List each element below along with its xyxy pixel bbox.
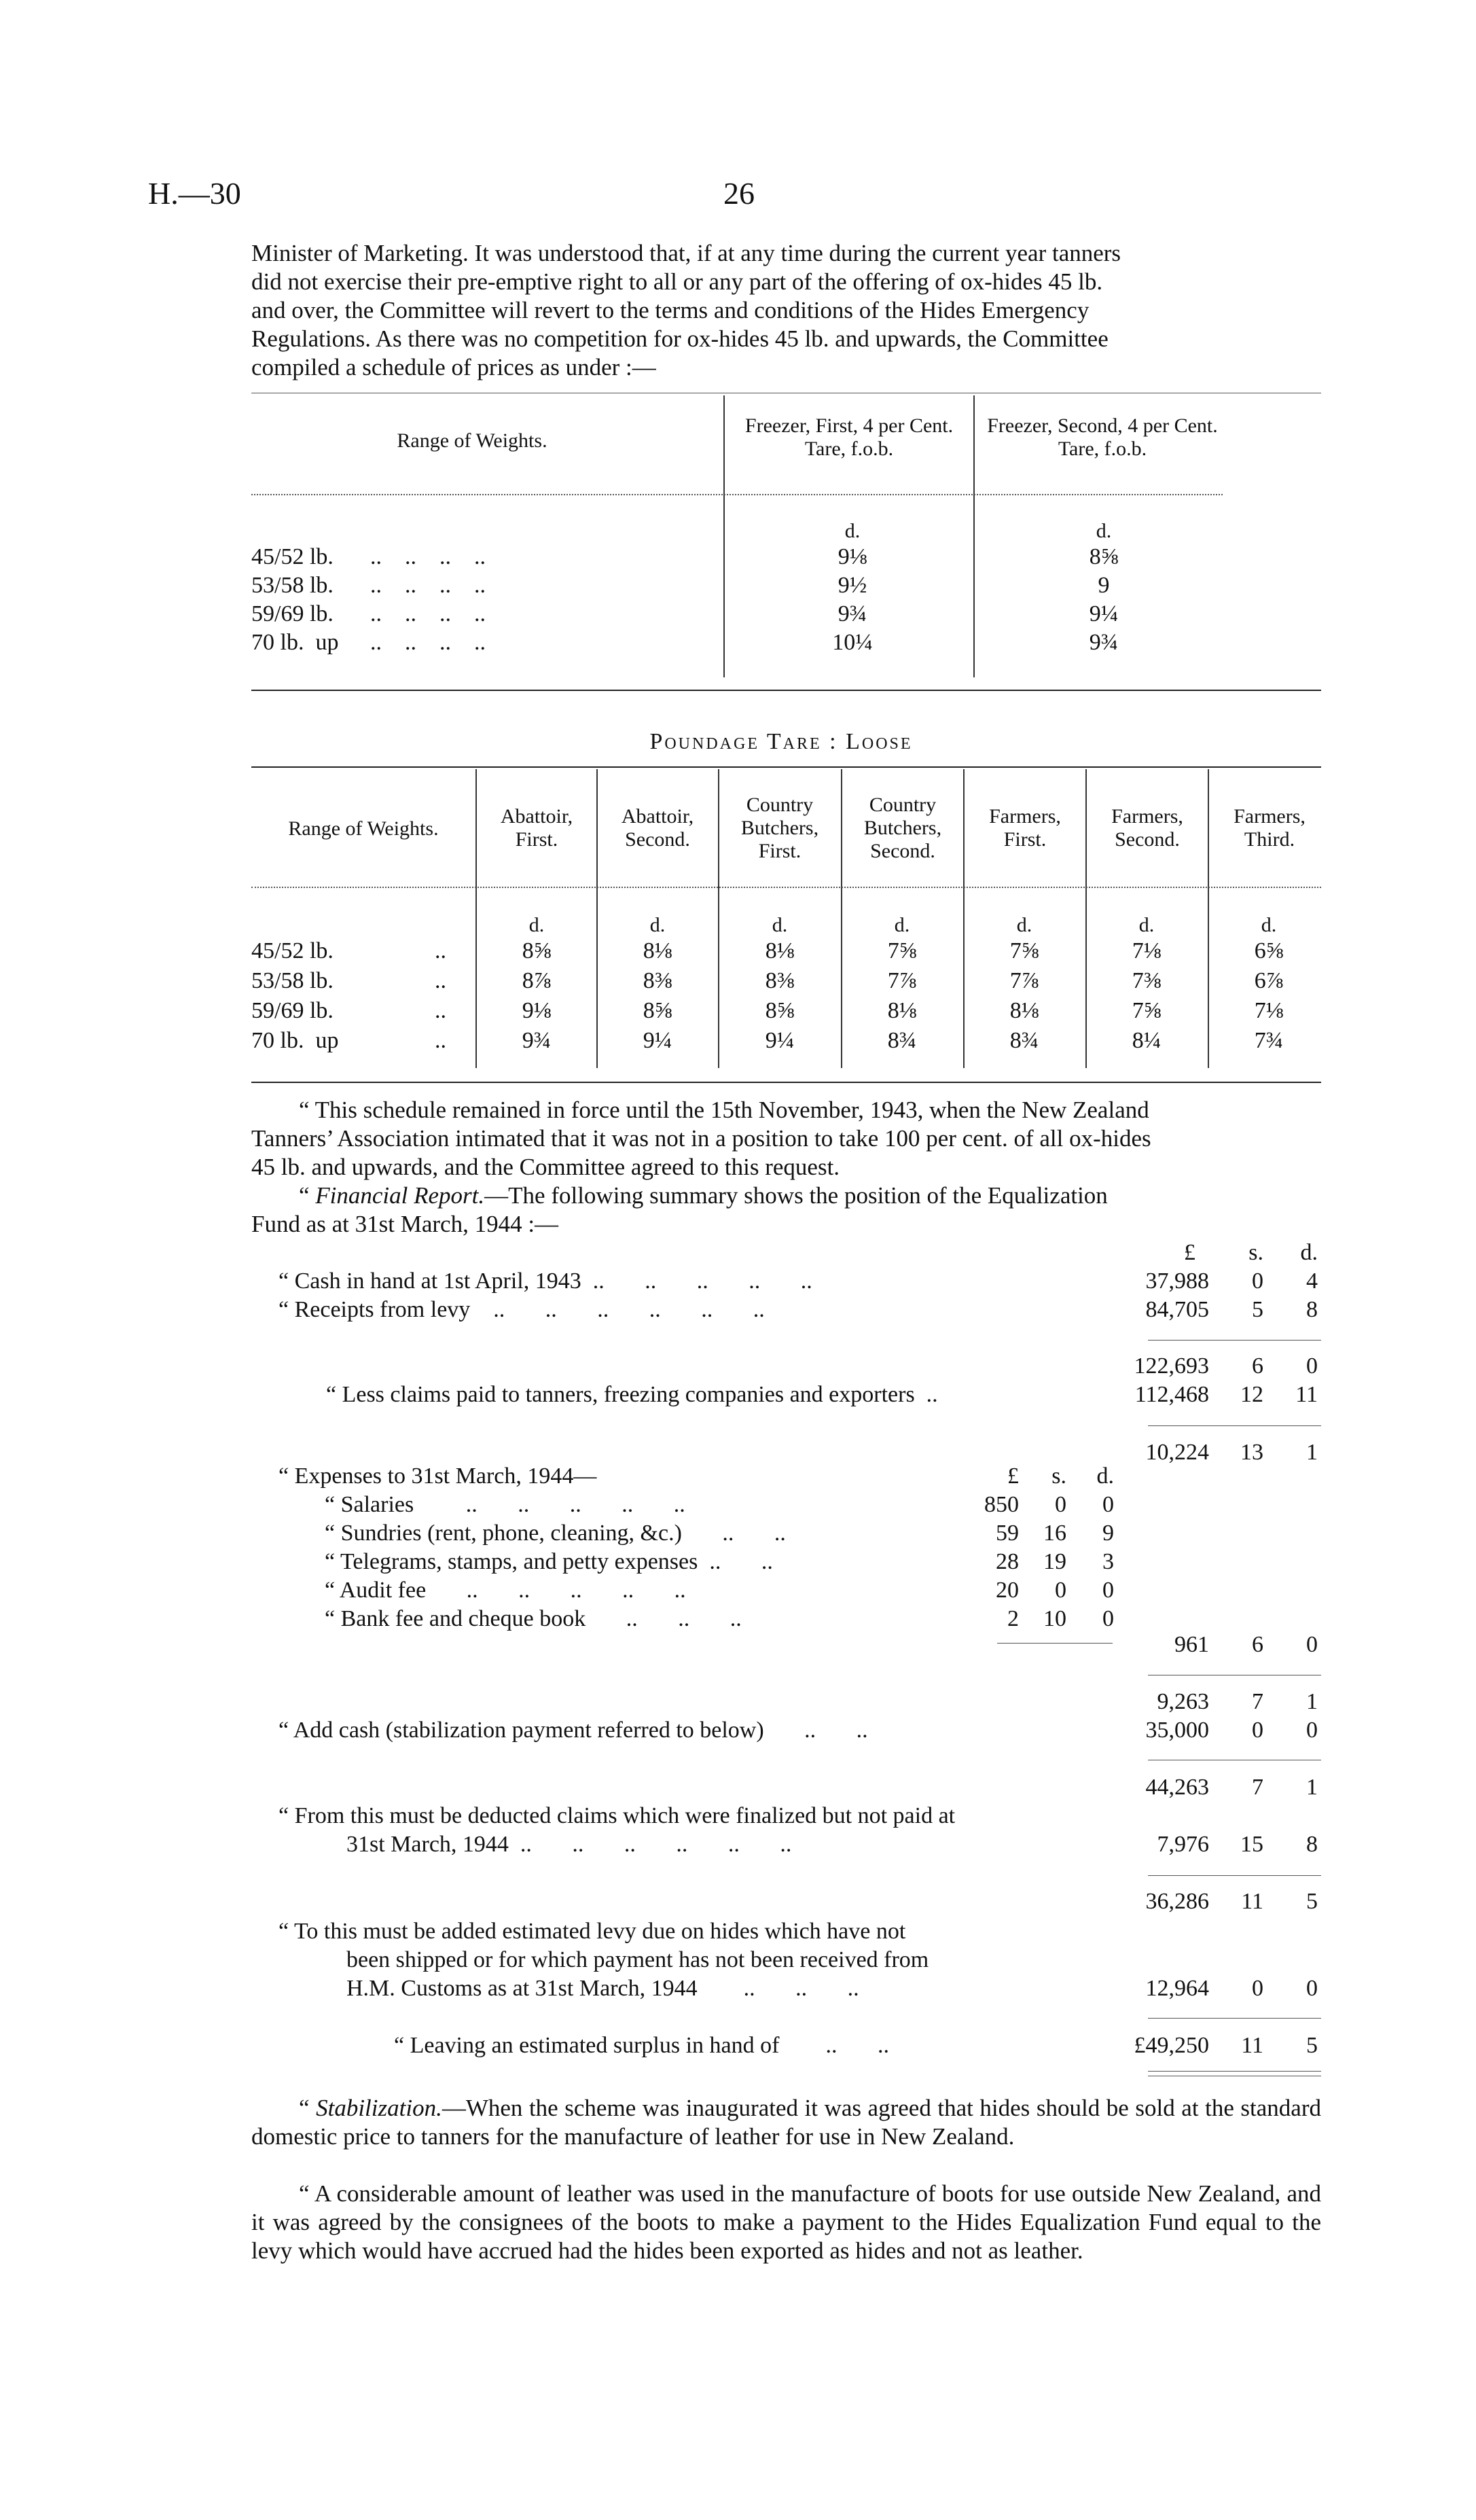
table-rule — [251, 766, 1321, 768]
weight-range: 59/69 lb. — [251, 998, 334, 1023]
currency-pence-head: d. — [1300, 1240, 1318, 1265]
price-freezer-second: 8⅝ — [1089, 544, 1119, 569]
expense-shillings: 16 — [1043, 1521, 1066, 1546]
column-header-farmers-third: Farmers, Third. — [1234, 805, 1306, 851]
paragraph-text: —The following summary shows the position of the Equalization — [484, 1182, 1108, 1209]
column-header-abattoir-second: Abattoir, Second. — [621, 805, 694, 851]
amount-shillings: 12 — [1240, 1382, 1263, 1407]
column-header-farmers-first: Farmers, First. — [989, 805, 1061, 851]
amount-pounds: 37,988 — [1145, 1268, 1209, 1294]
currency-shilling-head: s. — [1051, 1463, 1066, 1489]
currency-pence-head: d. — [1096, 1463, 1114, 1489]
financial-report-heading: Financial Report. — [315, 1182, 485, 1209]
expense-label: “ Telegrams, stamps, and petty expenses .. .. — [325, 1549, 773, 1574]
expenses-total-pounds: 961 — [1174, 1632, 1209, 1657]
unit-label: d. — [1096, 520, 1112, 542]
table-rule — [251, 1082, 1321, 1083]
table-rule — [251, 494, 1223, 495]
expenses-heading: “ Expenses to 31st March, 1944— — [278, 1463, 597, 1489]
column-divider — [718, 769, 719, 1068]
currency-shilling-head: s. — [1248, 1240, 1263, 1265]
stabilization-heading: Stabilization. — [316, 2095, 442, 2121]
weight-range: 45/52 lb. — [251, 938, 334, 963]
subtotal-shillings: 11 — [1241, 1889, 1263, 1914]
added-levy-label-cont: H.M. Customs as at 31st March, 1944 .. .. .. — [346, 1976, 859, 2001]
unit-label: d. — [1016, 914, 1032, 936]
table-rule — [251, 887, 1321, 888]
amount-pence: 0 — [1306, 1976, 1318, 2001]
subtotal-shillings: 7 — [1252, 1689, 1263, 1714]
subtotal-pence: 0 — [1306, 1353, 1318, 1379]
leader-dots: .. — [435, 968, 446, 993]
deducted-claims-label: “ From this must be deducted claims which were finalized but not paid at — [278, 1803, 956, 1828]
amount-pounds: 12,964 — [1145, 1976, 1209, 2001]
price-cell: 7⅛ — [1132, 938, 1162, 963]
subtotal-pounds: 44,263 — [1145, 1775, 1209, 1800]
expense-pence: 0 — [1102, 1492, 1114, 1517]
document-reference: H.—30 — [148, 176, 241, 211]
sum-rule — [997, 1643, 1113, 1644]
added-levy-label: “ To this must be added estimated levy due on hides which have not — [278, 1919, 906, 1944]
amount-shillings: 0 — [1252, 1268, 1263, 1294]
column-header-freezer-first: Freezer, First, 4 per Cent. Tare, f.o.b. — [744, 414, 954, 460]
column-divider — [723, 395, 725, 497]
table-rule — [251, 690, 1321, 691]
amount-pounds: 112,468 — [1134, 1382, 1209, 1407]
paragraph-line: Fund as at 31st March, 1944 :— — [251, 1211, 559, 1237]
expense-pence: 9 — [1102, 1521, 1114, 1546]
cash-in-hand-label: “ Cash in hand at 1st April, 1943 .. .. .. .. .. — [278, 1268, 812, 1294]
price-freezer-second: 9¼ — [1089, 601, 1119, 626]
expense-pounds: 2 — [1007, 1606, 1019, 1631]
sum-rule — [1148, 1875, 1321, 1876]
unit-label: d. — [649, 914, 666, 936]
sum-rule — [1148, 1340, 1321, 1341]
price-cell: 9¼ — [643, 1028, 672, 1053]
price-cell: 9⅛ — [522, 998, 552, 1023]
weight-range: 59/69 lb. — [251, 601, 334, 626]
leader-dots: .. .. .. .. — [370, 573, 486, 598]
intro-line: compiled a schedule of prices as under :— — [251, 354, 656, 380]
expense-shillings: 19 — [1043, 1549, 1066, 1574]
intro-line: did not exercise their pre-emptive right to all or any part of the offering of ox-hides 45 lb. — [251, 268, 1103, 295]
column-divider — [973, 395, 975, 497]
column-header-abattoir-first: Abattoir, First. — [500, 805, 573, 851]
intro-paragraph — [251, 239, 1321, 382]
column-divider — [475, 769, 477, 1068]
price-cell: 8⅝ — [765, 998, 795, 1023]
price-cell: 7⅝ — [887, 938, 917, 963]
amount-pence: 4 — [1306, 1268, 1318, 1294]
column-header-range: Range of Weights. — [397, 429, 547, 452]
schedule-paragraph — [251, 1096, 1321, 1182]
amount-pence: 0 — [1306, 1718, 1318, 1743]
subtotal-pounds: 10,224 — [1145, 1440, 1209, 1465]
sum-rule — [1148, 1425, 1321, 1426]
expense-pence: 0 — [1102, 1606, 1114, 1631]
expense-label: “ Bank fee and cheque book .. .. .. — [325, 1606, 742, 1631]
expense-shillings: 0 — [1055, 1578, 1066, 1603]
price-cell: 8⅛ — [643, 938, 672, 963]
price-freezer-first: 9¾ — [838, 601, 867, 626]
subtotal-shillings: 7 — [1252, 1775, 1263, 1800]
weight-range: 45/52 lb. — [251, 544, 334, 569]
amount-pence: 11 — [1295, 1382, 1318, 1407]
amount-pounds: 7,976 — [1157, 1832, 1209, 1857]
column-header-country-second: Country Butchers, Second. — [863, 794, 942, 862]
column-divider — [723, 497, 725, 677]
price-cell: 8⅝ — [522, 938, 552, 963]
surplus-pounds: £49,250 — [1134, 2033, 1209, 2058]
paragraph-body: —When the scheme was inaugurated it was agreed that hides should be sold at the standard domestic price to tanners for the manufacture of leather for use in New Zealand. — [251, 2095, 1321, 2150]
leader-dots: .. — [435, 938, 446, 963]
paragraph-text: “ A considerable amount of leather was used in the manufacture of boots for use outside New Zealand, and it was agreed by the consignees of the boots to make a payment to the Hides Equalization Fund equal to the levy which would have accrued had the hides been exported as hides and not as leather. — [251, 2180, 1321, 2264]
price-cell: 6⅝ — [1254, 938, 1284, 963]
amount-pence: 8 — [1306, 1297, 1318, 1322]
column-divider — [841, 769, 842, 1068]
price-cell: 9¾ — [522, 1028, 552, 1053]
price-freezer-first: 10¼ — [832, 630, 873, 655]
expense-pounds: 28 — [996, 1549, 1019, 1574]
unit-label: d. — [1261, 914, 1277, 936]
subtotal-pence: 1 — [1306, 1775, 1318, 1800]
amount-shillings: 0 — [1252, 1976, 1263, 2001]
amount-shillings: 0 — [1252, 1718, 1263, 1743]
surplus-pence: 5 — [1306, 2033, 1318, 2058]
unit-label: d. — [528, 914, 545, 936]
paragraph-line: Tanners’ Association intimated that it was not in a position to take 100 per cent. of all ox-hides — [251, 1125, 1151, 1152]
price-freezer-first: 9½ — [838, 573, 867, 598]
leader-dots: .. — [435, 998, 446, 1023]
weight-range: 53/58 lb. — [251, 968, 334, 993]
leader-dots: .. .. .. .. — [370, 601, 486, 626]
column-divider — [596, 769, 598, 1068]
price-cell: 7⅞ — [887, 968, 917, 993]
expense-pence: 0 — [1102, 1578, 1114, 1603]
subtotal-pence: 5 — [1306, 1889, 1318, 1914]
leader-dots: .. — [435, 1028, 446, 1053]
expense-label: “ Sundries (rent, phone, cleaning, &c.) .. .. — [325, 1521, 786, 1546]
expenses-total-shillings: 6 — [1252, 1632, 1263, 1657]
double-rule — [1148, 2071, 1321, 2072]
page-number: 26 — [723, 176, 755, 211]
price-cell: 8¾ — [1009, 1028, 1039, 1053]
leader-dots: .. .. .. .. — [370, 544, 486, 569]
subtotal-pence: 1 — [1306, 1440, 1318, 1465]
price-cell: 9¼ — [765, 1028, 795, 1053]
sum-rule — [1148, 2018, 1321, 2019]
price-cell: 7⅝ — [1132, 998, 1162, 1023]
boots-paragraph — [251, 2180, 1321, 2265]
expense-label: “ Audit fee .. .. .. .. .. — [325, 1578, 686, 1603]
weight-range: 70 lb. up — [251, 1028, 339, 1053]
intro-line: and over, the Committee will revert to the terms and conditions of the Hides Emergency — [251, 297, 1090, 323]
price-cell: 8⅞ — [522, 968, 552, 993]
subtotal-shillings: 6 — [1252, 1353, 1263, 1379]
column-header-country-first: Country Butchers, First. — [740, 794, 819, 862]
amount-shillings: 15 — [1240, 1832, 1263, 1857]
surplus-shillings: 11 — [1241, 2033, 1263, 2058]
price-cell: 8⅜ — [765, 968, 795, 993]
price-cell: 7¾ — [1254, 1028, 1284, 1053]
price-freezer-second: 9 — [1098, 573, 1110, 598]
unit-label: d. — [772, 914, 788, 936]
expense-label: “ Salaries .. .. .. .. .. — [325, 1492, 685, 1517]
stabilization-paragraph — [251, 2094, 1321, 2151]
column-divider — [973, 497, 975, 677]
price-freezer-second: 9¾ — [1089, 630, 1119, 655]
price-cell: 8⅛ — [1009, 998, 1039, 1023]
amount-pence: 8 — [1306, 1832, 1318, 1857]
price-cell: 8¼ — [1132, 1028, 1162, 1053]
subtotal-pounds: 36,286 — [1145, 1889, 1209, 1914]
subtotal-shillings: 13 — [1240, 1440, 1263, 1465]
subtotal-pounds: 9,263 — [1157, 1689, 1209, 1714]
amount-pounds: 84,705 — [1145, 1297, 1209, 1322]
intro-line: Minister of Marketing. It was understood that, if at any time during the current year tanners — [251, 240, 1121, 266]
unit-label: d. — [1138, 914, 1155, 936]
price-freezer-first: 9⅛ — [838, 544, 867, 569]
table-title: Poundage Tare : Loose — [649, 729, 913, 754]
amount-pounds: 35,000 — [1145, 1718, 1209, 1743]
column-divider — [963, 769, 965, 1068]
price-cell: 7⅛ — [1254, 998, 1284, 1023]
price-cell: 8⅝ — [643, 998, 672, 1023]
price-cell: 8⅛ — [765, 938, 795, 963]
expense-shillings: 0 — [1055, 1492, 1066, 1517]
subtotal-pounds: 122,693 — [1134, 1353, 1209, 1379]
amount-shillings: 5 — [1252, 1297, 1263, 1322]
column-header-freezer-second: Freezer, Second, 4 per Cent. Tare, f.o.b. — [987, 414, 1218, 460]
column-header-farmers-second: Farmers, Second. — [1111, 805, 1183, 851]
paragraph-line: “ This schedule remained in force until the 15th November, 1943, when the New Zealand — [299, 1097, 1149, 1123]
expense-pounds: 59 — [996, 1521, 1019, 1546]
price-cell: 8⅛ — [887, 998, 917, 1023]
paragraph-line: 45 lb. and upwards, and the Committee agreed to this request. — [251, 1154, 840, 1180]
leader-dots: .. .. .. .. — [370, 630, 486, 655]
weight-range: 70 lb. up — [251, 630, 339, 655]
column-header-range: Range of Weights. — [288, 817, 439, 840]
deducted-claims-label-cont: 31st March, 1944 .. .. .. .. .. .. — [346, 1832, 792, 1857]
add-cash-label: “ Add cash (stabilization payment referred to below) .. .. — [278, 1718, 868, 1743]
expense-pounds: 850 — [984, 1492, 1019, 1517]
expense-pence: 3 — [1102, 1549, 1114, 1574]
subtotal-pence: 1 — [1306, 1689, 1318, 1714]
expense-pounds: 20 — [996, 1578, 1019, 1603]
paragraph-text: “ Stabilization.—When the scheme was inaugurated it was agreed that hides should be sold at the standard domestic price to tanners for the manufacture of leather for use in New Zealand. — [251, 2095, 1321, 2150]
expenses-total-pence: 0 — [1306, 1632, 1318, 1657]
price-cell: 6⅞ — [1254, 968, 1284, 993]
price-cell: 7⅜ — [1132, 968, 1162, 993]
price-cell: 7⅞ — [1009, 968, 1039, 993]
currency-pound-head: £ — [1184, 1240, 1195, 1265]
column-divider — [1085, 769, 1087, 1068]
surplus-label: “ Leaving an estimated surplus in hand of .. .. — [394, 2033, 889, 2058]
price-cell: 7⅝ — [1009, 938, 1039, 963]
paragraph-line: “ Financial Report.—The following summary shows the position of the Equalization — [299, 1182, 1108, 1209]
unit-label: d. — [894, 914, 910, 936]
unit-label: d. — [844, 520, 861, 542]
less-claims-label: “ Less claims paid to tanners, freezing companies and exporters .. — [326, 1382, 938, 1407]
intro-line: Regulations. As there was no competition for ox-hides 45 lb. and upwards, the Committee — [251, 325, 1109, 352]
expense-shillings: 10 — [1043, 1606, 1066, 1631]
receipts-from-levy-label: “ Receipts from levy .. .. .. .. .. .. — [278, 1297, 765, 1322]
added-levy-label-cont: been shipped or for which payment has not been received from — [346, 1947, 929, 1972]
price-cell: 8⅜ — [643, 968, 672, 993]
column-divider — [1208, 769, 1209, 1068]
weight-range: 53/58 lb. — [251, 573, 334, 598]
price-cell: 8¾ — [887, 1028, 917, 1053]
currency-pound-head: £ — [1007, 1463, 1019, 1489]
financial-report-intro — [251, 1182, 1321, 1239]
